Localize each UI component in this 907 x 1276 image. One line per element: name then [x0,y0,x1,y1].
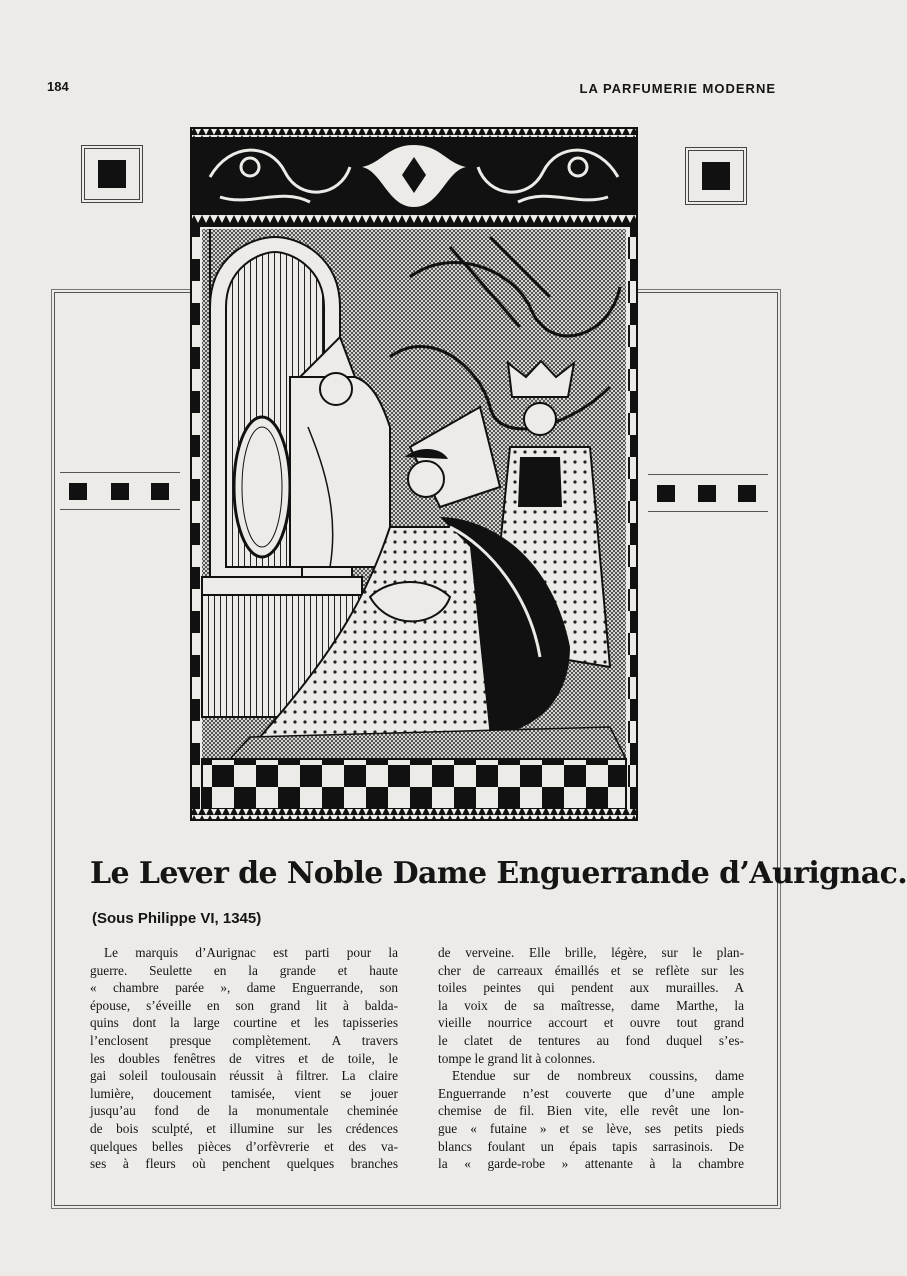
text-line: l’enclosent presque complètement. A travers [90,1032,398,1048]
text-line: chemise de fil. Bien vite, elle revêt une lon- [438,1103,744,1119]
text-line: jusqu’au fond de la monumentale cheminée [90,1103,398,1119]
text-line: lumière, doucement tamisée, vient se jouer [90,1085,398,1101]
text-line: gue « futaine » et se lève, ses petits pieds [438,1120,744,1136]
text-line: la « garde-robe » attenante à la chambre [438,1156,744,1172]
corner-ornament-right [688,150,744,202]
left-text-column [90,944,398,1173]
text-line: guerre. Seulette en la grande et haute [90,962,398,978]
running-header: LA PARFUMERIE MODERNE [579,81,776,96]
text-line: « chambre parée », dame Enguerrande, son [90,980,398,996]
illustration [190,127,638,821]
text-line: toiles peintes qui pendent aux murailles. A [438,980,744,996]
text-line: de bois sculpté, et illumine sur les crédences [90,1120,398,1136]
text-line: de verveine. Elle brille, légère, sur le plan- [438,945,744,960]
text-line: vieille nourrice accourt et ouvre tout grand [438,1015,744,1031]
text-line: cher de carreaux émaillés et se reflète sur les [438,962,744,978]
side-band-right [648,474,768,512]
text-line: quelques belles pièces d’orfèvrerie et des va- [90,1138,398,1154]
article-title: Le Lever de Noble Dame Enguerrande d’Aurignac. [90,856,907,891]
page-number: 184 [47,79,69,94]
text-line: Etendue sur de nombreux coussins, dame [452,1068,744,1084]
text-line: la voix de sa maîtresse, dame Marthe, la [438,997,744,1013]
text-line: blancs foulant un épais tapis sarrasinois. De [438,1138,744,1154]
text-line: tompe le grand lit à colonnes. [438,1050,596,1066]
article-subtitle: (Sous Philippe VI, 1345) [92,910,262,927]
right-text-column [438,944,744,1173]
text-line: épouse, s’éveille en son grand lit à balda- [90,997,398,1013]
text-line: Enguerrande n’est couverte que d’une ample [438,1085,744,1101]
corner-ornament-left [84,148,140,200]
text-line: gai soleil toulousain réussit à filtrer. La claire [90,1068,398,1084]
text-line: le clatet de tentures au fond duquel s’es- [438,1032,744,1048]
text-line: ses à fleurs où penchent quelques branches [90,1156,398,1172]
text-line: Le marquis d’Aurignac est parti pour la [104,945,398,960]
text-line: quins dont la large courtine et les tapisseries [90,1015,398,1031]
text-line: les doubles fenêtres de vitres et de toile, le [90,1050,398,1066]
side-band-left [60,472,180,510]
